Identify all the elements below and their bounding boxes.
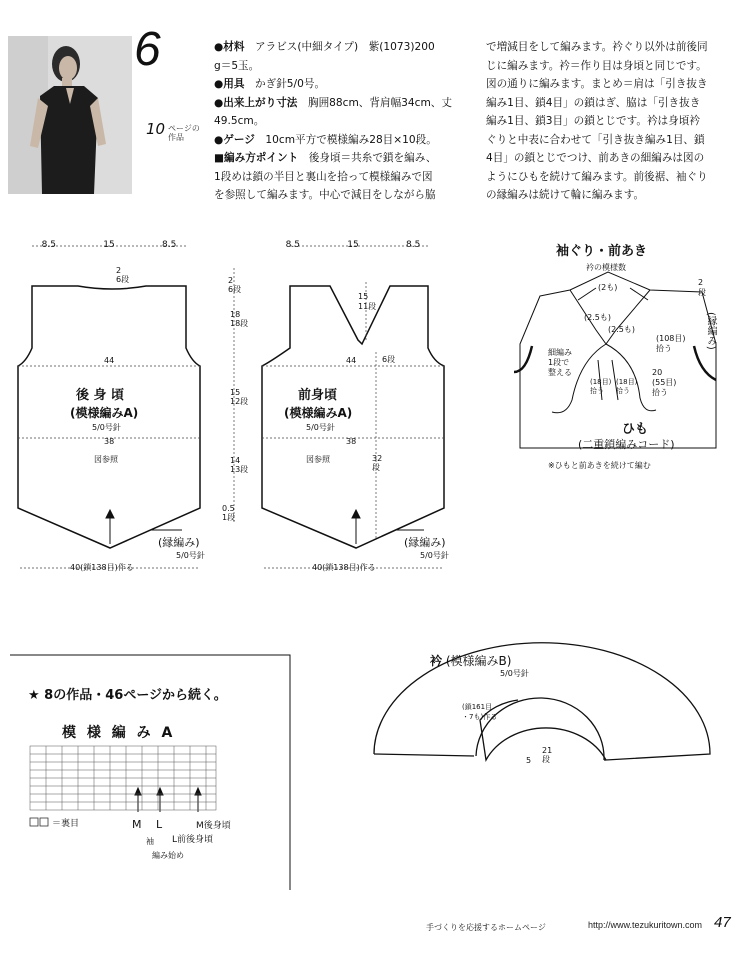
chart-legend: ＝裏目 bbox=[52, 819, 80, 829]
instr-line: ようにひもを続けて編みます。前後裾、袖ぐり bbox=[486, 170, 708, 183]
back-top-dims: 8.5 15 8.5 bbox=[41, 240, 177, 250]
back-title: 後 身 頃 bbox=[76, 388, 125, 403]
collar-title-line: 衿 (模様編みB) bbox=[430, 654, 512, 668]
edge-label: (縁編み) bbox=[705, 312, 716, 350]
tie-note: ※ひもと前あきを続けて編む bbox=[548, 461, 651, 470]
collar-rows: 21段 bbox=[542, 746, 553, 764]
instr-line: じに編みます。衿＝作り目は身頃と同じです。 bbox=[486, 59, 707, 72]
instr-line: ●ゲージ 10cm平方で模様編み28目×10段。 bbox=[214, 133, 437, 146]
front-v-depth: 15 11段 bbox=[358, 292, 377, 311]
back-needle: 5/0号針 bbox=[92, 423, 121, 432]
side-dim-3: 15 12段 bbox=[230, 388, 249, 406]
back-bottom-label: 40(鎖138目)作る bbox=[70, 563, 134, 572]
front-border-label: (縁編み) bbox=[404, 536, 446, 549]
tie-desc: (二重鎖編みコード) bbox=[578, 438, 675, 451]
side-dim-4: 14 13段 bbox=[230, 456, 249, 474]
tie-title: ひも bbox=[622, 422, 649, 437]
armhole-title: 袖ぐり・前あき bbox=[556, 244, 648, 259]
instr-line: ■編み方ポイント 後身頃＝共糸で鎖を編み、 bbox=[214, 152, 437, 164]
front-lower-width: 38 bbox=[346, 437, 357, 446]
pattern-number: 6 bbox=[134, 23, 161, 76]
collar-outline bbox=[374, 643, 710, 760]
instr-line: ぐりと中表に合わせて「引き抜き編み1目、鎖 bbox=[486, 133, 705, 146]
back-border-label: (縁編み) bbox=[158, 536, 200, 549]
instr-line: 編み1目、鎖3目」の鎖とじです。衿は身頃衿 bbox=[486, 115, 700, 127]
arm-count: (108目) 拾う bbox=[656, 334, 686, 353]
count-mid: (18目) 拾う bbox=[616, 378, 638, 395]
instr-line: 4目」の鎖とじでつけ、前あきの細編みは図の bbox=[486, 152, 705, 164]
page-ref-text: ページの作品 bbox=[168, 124, 200, 142]
instr-line: ●用具 かぎ針5/0号。 bbox=[214, 78, 326, 90]
back-pattern: (模様編みA) bbox=[70, 406, 139, 420]
instr-line: の縁編みは続けて輪に編みます。 bbox=[486, 189, 645, 201]
label-l: L bbox=[156, 818, 163, 831]
right-count: (2.5も) bbox=[608, 325, 635, 334]
stitch-chart-a bbox=[30, 746, 216, 810]
front-needle: 5/0号針 bbox=[306, 423, 335, 432]
collar-width: 5 bbox=[526, 756, 532, 765]
label-m: M bbox=[132, 818, 142, 831]
back-border-needle: 5/0号針 bbox=[176, 551, 205, 560]
instr-line: 図の通りに編みます。まとめ＝肩は「引き抜き bbox=[486, 78, 708, 90]
instr-line: ●出来上がり寸法 胸囲88cm、背肩幅34cm、丈 bbox=[214, 96, 452, 109]
note-title: ★ 8の作品・46ページから続く。 bbox=[28, 688, 227, 703]
instr-line: で増減目をして編みます。衿ぐり以外は前後同 bbox=[486, 41, 708, 53]
front-bottom-label: 40(鎖138目)作る bbox=[312, 563, 376, 572]
footer-text: 手づくりを応援するホームページ bbox=[426, 923, 546, 932]
sc-note: 細編み 1段で 整える bbox=[548, 348, 572, 377]
collar-chain: (鎖161目 ・7も)作る bbox=[462, 703, 498, 721]
back-lower-width: 38 bbox=[104, 437, 115, 446]
instr-line: 49.5cm。 bbox=[214, 115, 265, 127]
left-count: (2.5も) bbox=[584, 313, 611, 322]
front-title: 前身頃 bbox=[298, 388, 338, 403]
instr-line: を参照して編みます。中心で減目をしながら脇 bbox=[214, 189, 436, 201]
front-center-depth: 32 段 bbox=[372, 454, 383, 472]
back-neck-dim: 2 6段 bbox=[116, 266, 130, 284]
page-number: 47 bbox=[714, 914, 731, 931]
chart-a-title: 模 様 編 み A bbox=[62, 725, 176, 741]
back-ref: 図参照 bbox=[94, 455, 118, 464]
armhole-subtitle: 衿の模様数 bbox=[586, 263, 626, 272]
count-left: (18目) 拾う bbox=[590, 378, 612, 395]
label-l-front: L前後身頃 bbox=[172, 835, 214, 845]
side-dim-2: 18 18段 bbox=[230, 310, 249, 328]
side-dim-5: 0.5 1段 bbox=[222, 504, 236, 522]
instr-line: ●材料 アラビス(中細タイプ) 紫(1073)200 bbox=[214, 41, 435, 53]
shoulder-dim: 2 段 bbox=[698, 278, 706, 297]
front-width-label: 44 bbox=[346, 356, 357, 365]
front-top-dims: 8.5 15 8.5 bbox=[285, 240, 421, 250]
front-opening-rows: 6段 bbox=[382, 355, 396, 364]
instr-line: g＝5玉。 bbox=[214, 59, 260, 72]
instr-line: 編み1目、鎖4目」の鎖はぎ、脇は「引き抜き bbox=[486, 96, 701, 109]
arm-count-2: 20 (55目) 拾う bbox=[652, 368, 677, 397]
front-pattern: (模様編みA) bbox=[284, 406, 353, 420]
footer-url[interactable]: http://www.tezukuritown.com bbox=[588, 920, 703, 930]
collar-needle: 5/0号針 bbox=[500, 669, 529, 678]
collar-count: (2も) bbox=[598, 283, 618, 292]
front-border-needle: 5/0号針 bbox=[420, 551, 449, 560]
side-dim-1: 2 6段 bbox=[228, 276, 242, 294]
front-ref: 図参照 bbox=[306, 455, 330, 464]
back-width-label: 44 bbox=[104, 356, 115, 365]
label-sleeve: 袖 bbox=[146, 837, 154, 846]
label-start: 編み始め bbox=[152, 851, 184, 860]
label-m-body: M後身頃 bbox=[196, 821, 231, 831]
page-ref-number: 10 bbox=[146, 120, 166, 138]
instr-line: 1段めは鎖の半目と裏山を拾って模様編みで図 bbox=[214, 170, 433, 183]
